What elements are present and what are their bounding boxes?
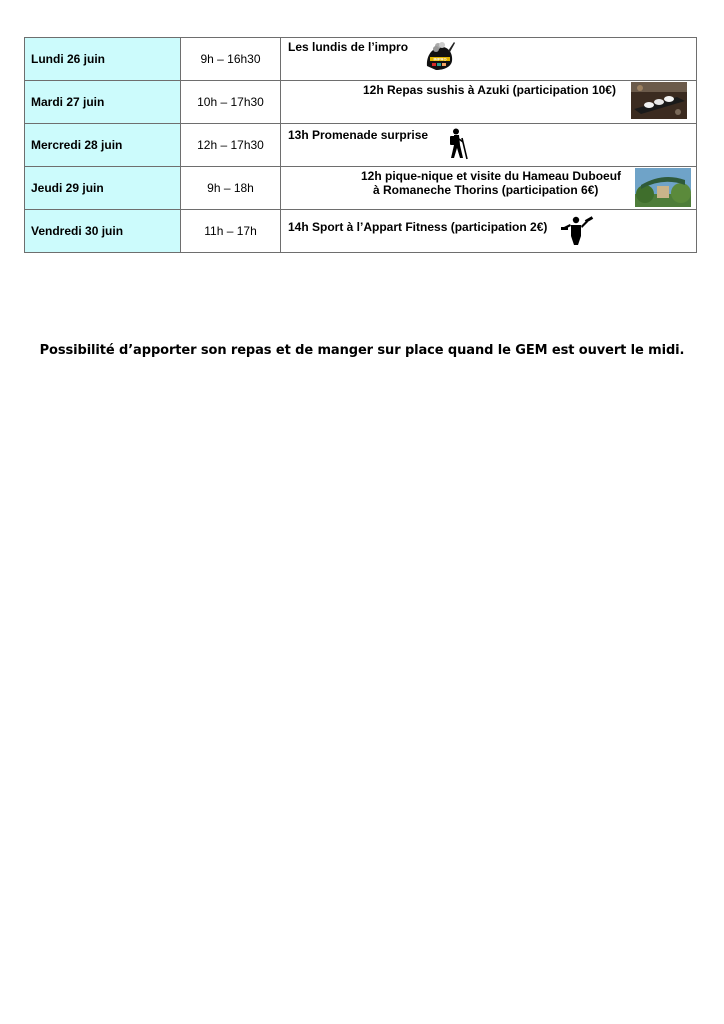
activity-text: 12h pique-nique et visite du Hameau Duboeuf xyxy=(361,169,622,183)
table-row xyxy=(25,167,697,210)
activity-cell xyxy=(281,210,697,253)
table-row xyxy=(25,81,697,124)
hiker-icon xyxy=(447,128,469,160)
sushi-photo xyxy=(631,82,687,119)
table-row xyxy=(25,210,697,253)
weightlifter-icon xyxy=(560,215,594,245)
activity-text: à Romaneche Thorins (participation 6€) xyxy=(373,183,599,197)
hours-cell: 11h – 17h xyxy=(181,210,281,253)
hours-cell: 9h – 18h xyxy=(181,167,281,210)
day-cell: Vendredi 30 juin xyxy=(25,210,181,253)
table-row xyxy=(25,124,697,167)
activity-text: 13h Promenade surprise xyxy=(288,128,429,142)
impro-logo-icon xyxy=(424,40,456,72)
activity-text: 14h Sport à l’Appart Fitness (participation 2€) xyxy=(288,220,548,234)
hours-cell: 12h – 17h30 xyxy=(181,124,281,167)
day-cell: Mercredi 28 juin xyxy=(25,124,181,167)
day-cell: Jeudi 29 juin xyxy=(25,167,181,210)
impro-logo-text: IMPRO xyxy=(433,56,447,62)
activity-cell xyxy=(281,38,697,81)
day-cell: Mardi 27 juin xyxy=(25,81,181,124)
hours-cell: 9h – 16h30 xyxy=(181,38,281,81)
day-cell: Lundi 26 juin xyxy=(25,38,181,81)
hameau-photo xyxy=(635,168,691,207)
activity-cell xyxy=(281,167,697,210)
activity-cell xyxy=(281,124,697,167)
activity-text: 12h Repas sushis à Azuki (participation 10€) xyxy=(363,83,616,97)
hours-cell: 10h – 17h30 xyxy=(181,81,281,124)
schedule-table xyxy=(24,37,697,253)
table-row xyxy=(25,38,697,81)
info-note: Possibilité d’apporter son repas et de manger sur place quand le GEM est ouvert le midi. xyxy=(39,343,685,358)
activity-text: Les lundis de l’impro xyxy=(288,40,409,54)
activity-cell xyxy=(281,81,697,124)
